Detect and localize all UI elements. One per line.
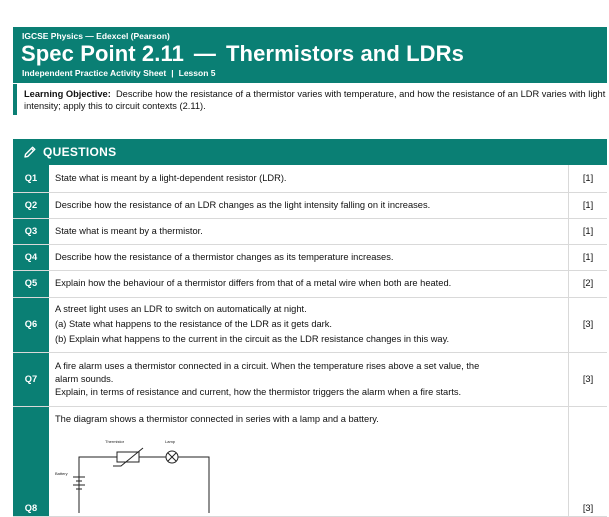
question-number-text: Q8 xyxy=(24,502,38,513)
section-title: QUESTIONS xyxy=(43,145,117,159)
question-text: Describe how the resistance of an LDR changes as the light intensity falling on it increases. xyxy=(49,192,569,218)
question-text: State what is meant by a light-dependent resistor (LDR). xyxy=(49,165,569,192)
objective-label: Learning Objective: xyxy=(24,89,111,99)
subtitle-line xyxy=(22,68,215,78)
objective-text: Describe how the resistance of a thermistor varies with temperature, and how the resistance of an LDR varies with light intensity; apply this to circuit contexts (2.11). xyxy=(24,89,606,111)
question-number: Q7 xyxy=(13,352,49,406)
marks-label: [2] xyxy=(569,270,608,297)
question-body xyxy=(49,406,569,517)
sheet-type: Independent Practice Activity Sheet xyxy=(22,68,167,78)
pencil-icon xyxy=(23,145,37,159)
question-row xyxy=(13,297,607,352)
question-text: State what is meant by a thermistor. xyxy=(49,218,569,244)
course-kicker: IGCSE Physics — Edexcel (Pearson) xyxy=(22,31,170,41)
page-title xyxy=(21,41,464,67)
question-text: The diagram shows a thermistor connected in series with a lamp and a battery. xyxy=(55,413,379,424)
question-row xyxy=(13,165,607,192)
lesson-label: Lesson 5 xyxy=(178,68,216,78)
question-row xyxy=(13,406,607,517)
question-part-a: (a) State what happens to the resistance of the LDR as it gets dark. xyxy=(55,319,332,329)
question-number: Q6 xyxy=(13,297,49,352)
marks-label xyxy=(569,406,608,517)
question-text: Explain how the behaviour of a thermistor differs from that of a metal wire when both are heated. xyxy=(49,270,569,297)
question-number: Q2 xyxy=(13,192,49,218)
question-line: A fire alarm uses a thermistor connected in a circuit. When the temperature rises above a set value, the xyxy=(55,360,480,371)
marks-label: [3] xyxy=(569,352,608,406)
question-row xyxy=(13,270,607,297)
question-number xyxy=(13,406,49,517)
question-line: alarm sounds. xyxy=(55,373,114,384)
question-body xyxy=(49,352,569,406)
learning-objective xyxy=(13,84,609,115)
question-row xyxy=(13,352,607,406)
topic-title: Thermistors and LDRs xyxy=(226,41,464,66)
question-number: Q1 xyxy=(13,165,49,192)
question-row xyxy=(13,192,607,218)
marks-label: [1] xyxy=(569,218,608,244)
marks-text: [3] xyxy=(582,502,594,513)
question-intro: A street light uses an LDR to switch on automatically at night. xyxy=(55,304,307,314)
question-text: Describe how the resistance of a thermistor changes as its temperature increases. xyxy=(49,244,569,270)
marks-label: [1] xyxy=(569,244,608,270)
question-number: Q5 xyxy=(13,270,49,297)
title-dash: — xyxy=(193,41,217,66)
questions-section-header xyxy=(13,139,607,165)
marks-label: [1] xyxy=(569,192,608,218)
lamp-label: Lamp xyxy=(165,438,176,444)
sheet-header xyxy=(13,27,607,83)
question-number: Q3 xyxy=(13,218,49,244)
question-row xyxy=(13,218,607,244)
marks-label: [1] xyxy=(569,165,608,192)
question-line: Explain, in terms of resistance and current, how the thermistor triggers the alarm when a fire starts. xyxy=(55,386,462,397)
separator: | xyxy=(171,68,174,78)
question-body xyxy=(49,297,569,352)
questions-table xyxy=(13,165,607,517)
thermistor-label: Thermistor xyxy=(105,438,125,444)
question-part-b: (b) Explain what happens to the current in the circuit as the LDR resistance changes in this way. xyxy=(55,334,450,344)
battery-label: Battery xyxy=(55,470,68,476)
spec-point: Spec Point 2.11 xyxy=(21,41,184,66)
question-number: Q4 xyxy=(13,244,49,270)
question-row xyxy=(13,244,607,270)
marks-label: [3] xyxy=(569,297,608,352)
circuit-diagram xyxy=(55,433,255,513)
